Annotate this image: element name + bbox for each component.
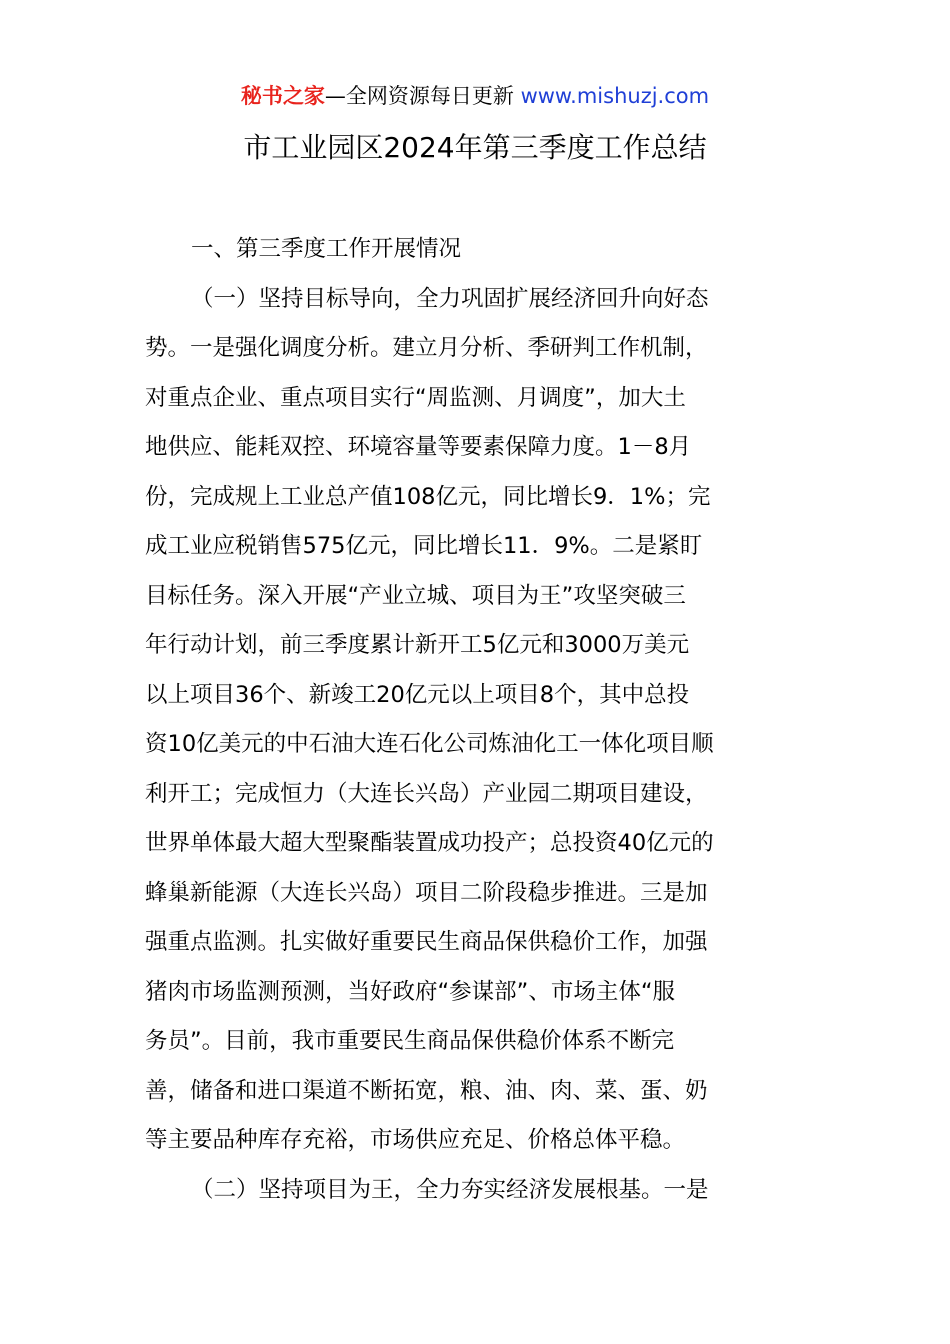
paragraph-line: 份，完成规上工业总产值108亿元，同比增长9．1%；完 [145, 483, 711, 510]
paragraph-line: 强重点监测。扎实做好重要民生商品保供稳价工作，加强 [145, 929, 708, 955]
document-title: 市工业园区2024年第三季度工作总结 [243, 131, 707, 164]
paragraph-line: 世界单体最大超大型聚酯装置成功投产；总投资40亿元的 [145, 830, 714, 856]
paragraph-line: 务员”。目前，我市重要民生商品保供稳价体系不断完 [145, 1028, 675, 1054]
paragraph-line: （一）坚持目标导向，全力巩固扩展经济回升向好态 [191, 285, 709, 312]
paragraph-line: 年行动计划，前三季度累计新开工5亿元和3000万美元 [145, 632, 690, 658]
site-url: www.mishuzj.com [520, 84, 710, 108]
site-banner [0, 82, 950, 110]
banner-tagline: —全网资源每日更新 [324, 84, 521, 108]
brand-name: 秘书之家 [240, 84, 325, 108]
paragraph-line: 成工业应税销售575亿元，同比增长11．9%。二是紧盯 [145, 533, 703, 559]
paragraph-line: 善，储备和进口渠道不断拓宽，粮、油、肉、菜、蛋、奶 [145, 1077, 708, 1104]
document-body [145, 225, 810, 1215]
paragraph-line: 资10亿美元的中石油大连石化公司炼油化工一体化项目顺 [145, 731, 714, 757]
paragraph-line: 地供应、能耗双控、环境容量等要素保障力度。1－8月 [145, 434, 692, 460]
paragraph-line: 目标任务。深入开展“产业立城、项目为王”攻坚突破三 [145, 582, 686, 609]
paragraph-line: 猪肉市场监测预测，当好政府“参谋部”、市场主体“服 [145, 978, 675, 1005]
section-heading: 一、第三季度工作开展情况 [191, 236, 462, 262]
paragraph-line: 蜂巢新能源（大连长兴岛）项目二阶段稳步推进。三是加 [145, 879, 708, 906]
paragraph-line: 对重点企业、重点项目实行“周监测、月调度”，加大土 [145, 384, 686, 411]
paragraph-line: 利开工；完成恒力（大连长兴岛）产业园二期项目建设， [145, 780, 708, 807]
paragraph-line: 以上项目36个、新竣工20亿元以上项目8个，其中总投 [145, 681, 690, 708]
paragraph-line: （二）坚持项目为王，全力夯实经济发展根基。一是 [191, 1176, 709, 1203]
paragraph-line: 等主要品种库存充裕，市场供应充足、价格总体平稳。 [145, 1127, 686, 1153]
paragraph-line: 势。一是强化调度分析。建立月分析、季研判工作机制， [145, 335, 708, 361]
